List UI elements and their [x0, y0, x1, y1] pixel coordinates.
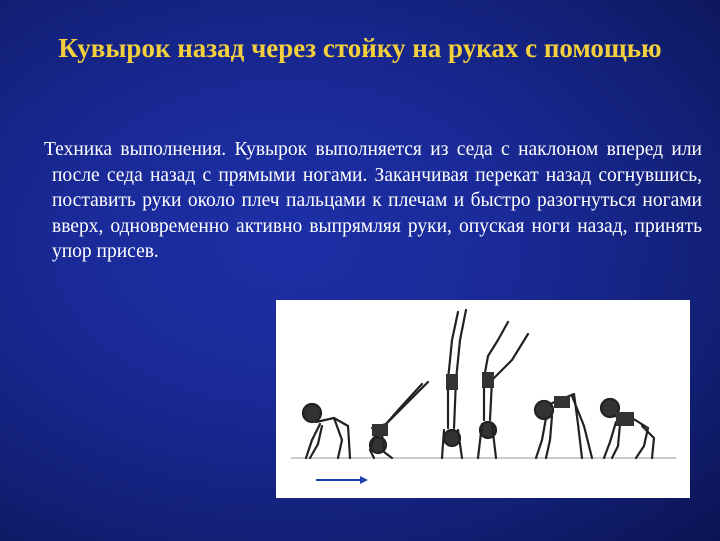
slide-title: Кувырок назад через стойку на руках с помощью [58, 33, 662, 63]
gymnast-figure-2 [370, 382, 428, 458]
gymnast-sequence-illustration [276, 300, 690, 498]
gymnast-figure-5 [535, 394, 592, 458]
arrow-right-icon [316, 476, 368, 484]
gymnast-figure-4 [478, 322, 528, 458]
gymnast-figure-1 [303, 404, 350, 458]
gymnast-figure-6 [601, 399, 654, 458]
gymnast-sequence-svg [276, 300, 690, 498]
technique-description: Техника выполнения. Кувырок выполняется из седа с наклоном вперед или после седа назад с прямыми ногами. Заканчивая перекат назад согнувшись, поставить руки около плеч пальцами к плечам и быстро разогнуться ногами вверх, одновременно активно выпрямляя руки, опуская ноги назад, принять упор присев. [44, 139, 702, 262]
gymnast-figure-3 [442, 310, 466, 458]
